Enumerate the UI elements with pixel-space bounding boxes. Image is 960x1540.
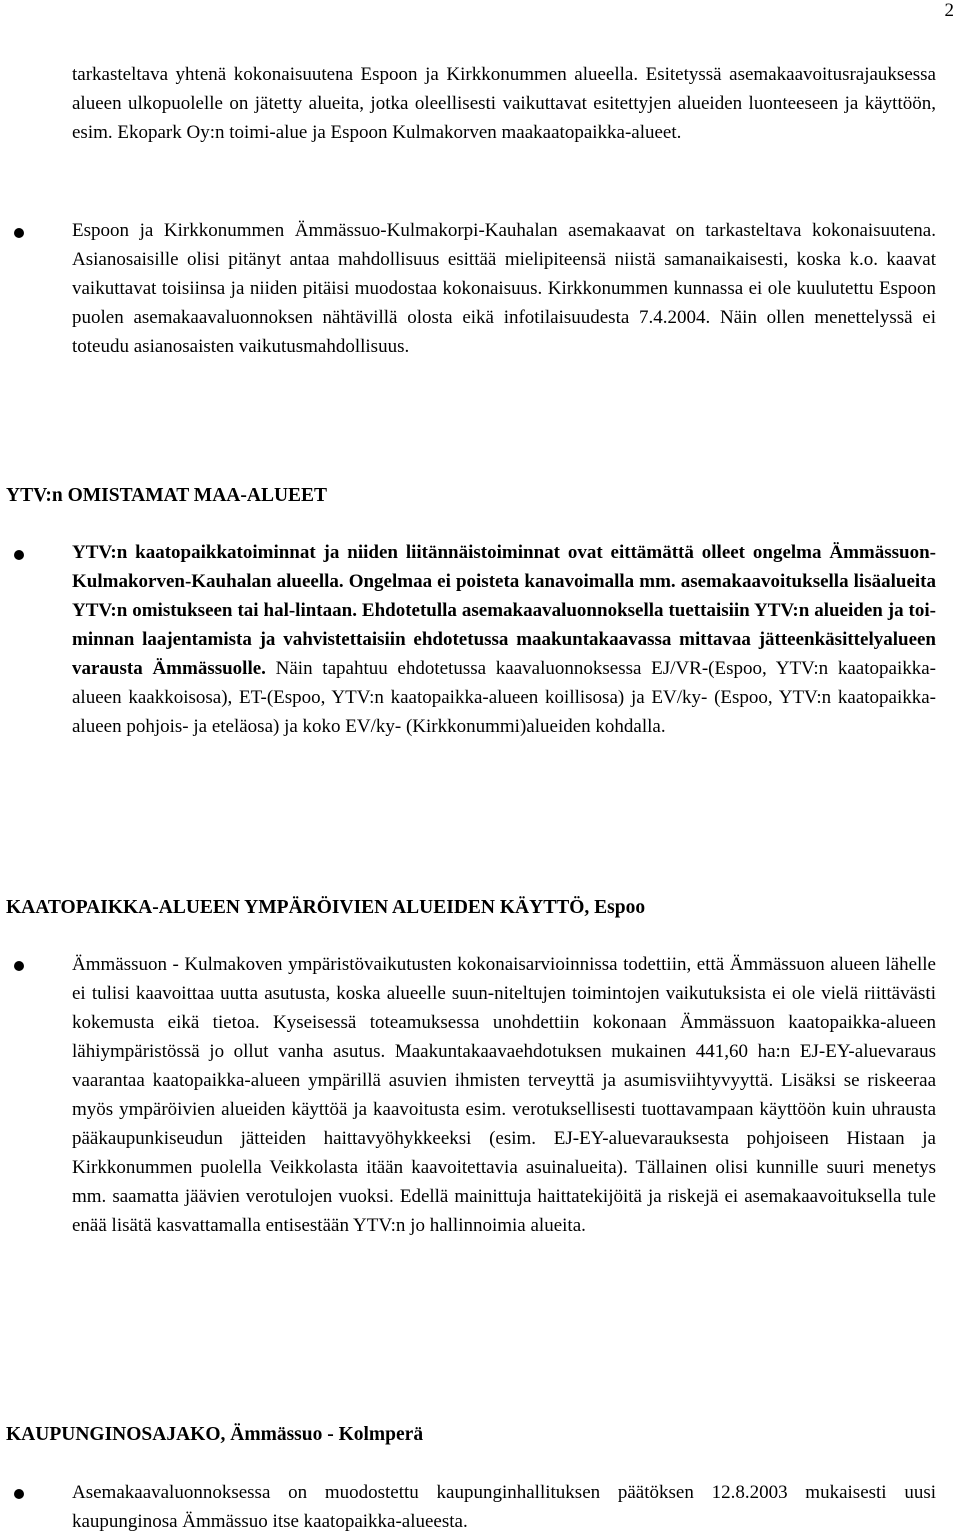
section-heading-ytv: YTV:n OMISTAMAT MAA-ALUEET [6, 485, 328, 506]
bullet-icon [14, 550, 24, 560]
section-heading-kaupunginosajako: KAUPUNGINOSAJAKO, Ämmässuo - Kolmperä [6, 1424, 424, 1445]
section-heading-kaatopaikka: KAATOPAIKKA-ALUEEN YMPÄRÖIVIEN ALUEIDEN KÄYTTÖ, Espoo [6, 897, 646, 918]
ytv-normal-text: Näin tapahtuu ehdotetussa kaavaluonnoksessa EJ/VR-(Espoo, YTV:n kaatopaikka-alueen kaakkoisosa), ET-(Espoo, YTV:n kaatopaikka-alueen koillisosa) ja EV/ky- (Espoo, YTV:n kaatopaikka-alueen pohjois- ja eteläosa) ja koko EV/ky- (Kirkkonummi)alueiden kohdalla. [72, 658, 936, 737]
bullet-icon [14, 961, 24, 971]
bullet-icon [14, 1489, 24, 1499]
bullet-icon [14, 228, 24, 238]
intro-paragraph: tarkasteltava yhtenä kokonaisuutena Espoon ja Kirkkonummen alueella. Esitetyssä asemakaavoitusrajauksessa alueen ulkopuolelle on jätetty alueita, jotka oleellisesti vaikuttavat esitettyjen alueiden luonteeseen ja käyttöön, esim. Ekopark Oy:n toimi-alue ja Espoon Kulmakorven maakaatopaikka-alueet. [72, 64, 936, 143]
page-number: 2 [944, 0, 954, 21]
bullet-paragraph-kaupunginosajako: Asemakaavaluonnoksessa on muodostettu kaupunginhallituksen päätöksen 12.8.2003 mukaisesti uusi kaupunginosa Ämmässuo itse kaatopaikka-alueesta. [72, 1482, 936, 1532]
ytv-bold-text: YTV:n kaatopaikkatoiminnat ja niiden liitännäistoiminnat ovat eittämättä olleet ongelma Ämmässuon-Kulmakorven-Kauhalan alueella. Ongelmaa ei poisteta kanavoimalla mm. asemakaavoituksella lisäalueita YTV:n omistukseen tai hal-lintaan. Ehdotetulla asemakaavaluonnoksella tuettaisiin YTV:n alueiden ja toi-minnan laajentamista ja vahvistettaisiin ehdotetussa maakuntakaavassa mittavaa jätteenkäsittelyalueen varausta Ämmässuolle. [72, 542, 936, 679]
bullet-paragraph-kokonaisuus: Espoon ja Kirkkonummen Ämmässuo-Kulmakorpi-Kauhalan asemakaavat on tarkasteltava kokonaisuutena. Asianosaisille olisi pitänyt antaa mahdollisuus esittää mielipiteensä niistä samanaikaisesti, koska k.o. kaavat vaikuttavat toisiinsa ja niiden pitäisi muodostaa kokonaisuus. Kirkkonummen kunnassa ei ole kuulutettu Espoon puolen asemakaavaluonnoksen nähtävillä olosta eikä infotilaisuudesta 7.4.2004. Näin ollen menettelyssä ei toteudu asianosaisten vaikutusmahdollisuus. [72, 220, 936, 357]
bullet-paragraph-kaatopaikka: Ämmässuon - Kulmakoven ympäristövaikutusten kokonaisarvioinnissa todettiin, että Ämmässuon alueen lähelle ei tulisi kaavoittaa uutta asutusta, koska alueelle suun-niteltujen toimintojen vaikutuksista ei ole vielä riittävästi kokemusta eikä tietoa. Kyseisessä toteamuksessa unohdettiin kokonaan Ämmässuon kaatopaikka-alueen lähiympäristössä jo ollut vanha asutus. Maakuntakaavaehdotuksen mukainen 441,60 ha:n EJ-EY-aluevaraus vaarantaa kaatopaikka-alueen ympärillä asuvien ihmisten terveyttä ja asumisviihtyvyyttä. Lisäksi se riskeeraa myös ympäröivien alueiden käyttöä ja kaavoitusta esim. verotuksellisesti tuottavampaan käyttöön kuin uhrausta pääkaupunkiseudun jätteiden haittavyöhykkeeksi (esim. EJ-EY-aluevarauksesta pohjoiseen Histaan ja Kirkkonummen puolella Veikkolasta itään kaavoitettavia asuinalueita). Tällainen olisi kunnille suuri menetys mm. saamatta jäävien verotulojen vuoksi. Edellä mainittuja haittatekijöitä ja riskejä ei asemakaavoituksella tule enää lisätä kasvattamalla entisestään YTV:n jo hallinnoimia alueita. [72, 954, 936, 1236]
bullet-paragraph-ytv [72, 538, 936, 741]
